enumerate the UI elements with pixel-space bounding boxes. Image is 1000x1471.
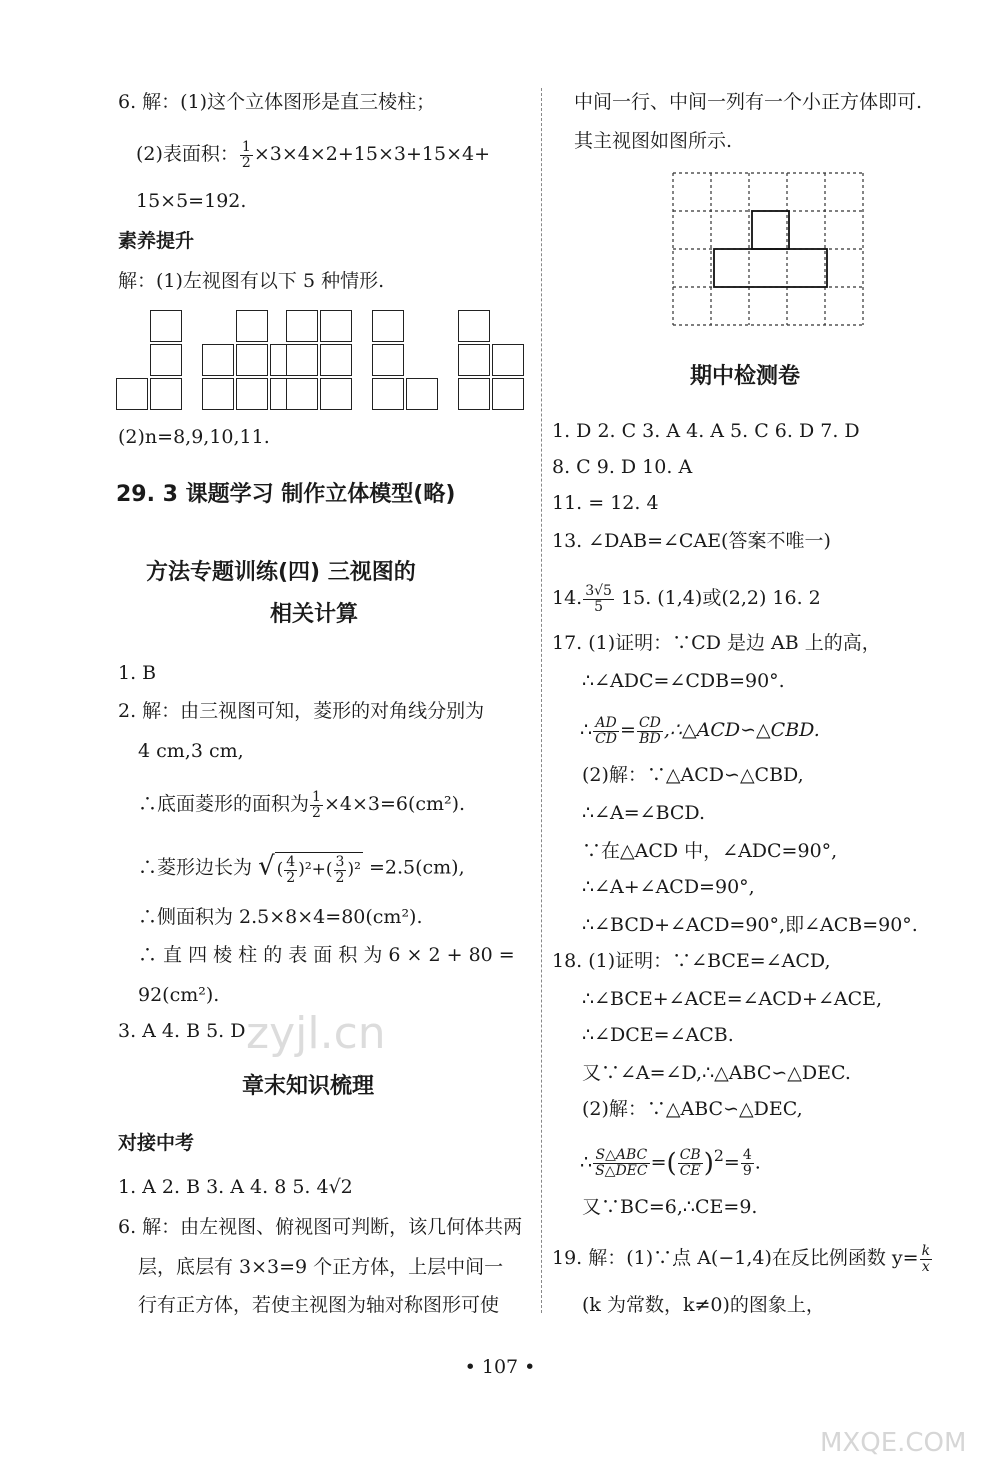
heading-method-1: 方法专题训练(四) 三视图的 bbox=[146, 560, 416, 585]
q18-line-3: ∴∠DCE=∠ACB. bbox=[582, 1024, 734, 1046]
fraction-3sqrt5-5: $\frac{3√5}{5}$ bbox=[585, 583, 612, 615]
q18-line-5: (2)解：∵△ABC∽△DEC, bbox=[582, 1098, 803, 1120]
left-view-figure-5 bbox=[458, 310, 528, 410]
page-number: • 107 • bbox=[464, 1356, 536, 1378]
fraction-half: $\frac{1}{2}$ bbox=[241, 139, 251, 171]
q18-line-4: 又∵∠A=∠D,∴△ABC∽△DEC. bbox=[582, 1062, 851, 1084]
q18-line-1: 18. (1)证明：∵∠BCE=∠ACD, bbox=[552, 950, 831, 972]
left-view-figure-1 bbox=[116, 310, 186, 410]
q17-line-7: ∴∠A+∠ACD=90°, bbox=[582, 876, 755, 898]
answer-13: 13. ∠DAB=∠CAE(答案不唯一) bbox=[552, 530, 831, 552]
suyang-line-2: (2)n=8,9,10,11. bbox=[118, 426, 270, 448]
suyang-line-1: 解：(1)左视图有以下 5 种情形. bbox=[118, 270, 385, 292]
heading-method-2: 相关计算 bbox=[270, 602, 359, 627]
method-q3-5: 3. A 4. B 5. D bbox=[118, 1020, 246, 1042]
method-q2-line-2: 4 cm,3 cm, bbox=[138, 740, 244, 762]
method-q2-line-6: ∴ 直 四 棱 柱 的 表 面 积 为 6 × 2 + 80 = bbox=[138, 944, 515, 966]
q17-line-8: ∴∠BCD+∠ACD=90°,即∠ACB=90°. bbox=[582, 914, 918, 936]
heading-29-3: 29. 3 课题学习 制作立体模型(略) bbox=[116, 482, 456, 507]
q18-line-6: ∴ $\frac{\text{S△ABC}}{\text{S△DEC}}$ =( $\frac{CB}{CE}$ )$^2$= $\frac{4}{9}$ . bbox=[580, 1146, 761, 1179]
continued-line-1: 中间一行、中间一列有一个小正方体即可. bbox=[574, 91, 923, 113]
zhongkao-q6-line-3: 行有正方体，若使主视图为轴对称图形可使 bbox=[138, 1294, 500, 1316]
q19-line-1: 19. 解：(1)∵点 A(−1,4)在反比例函数 y= $\frac{k}{x}$ bbox=[552, 1243, 931, 1275]
method-q2-line-5: ∴侧面积为 2.5×8×4=80(cm²). bbox=[138, 906, 423, 928]
q17-line-4: (2)解：∵△ACD∽△CBD, bbox=[582, 764, 804, 786]
answers-11-12: 11. = 12. 4 bbox=[552, 492, 659, 514]
q17-line-1: 17. (1)证明：∵CD 是边 AB 上的高， bbox=[552, 632, 881, 654]
q18-line-7: 又∵BC=6,∴CE=9. bbox=[582, 1196, 758, 1218]
method-q2-line-1: 2. 解：由三视图可知，菱形的对角线分别为 bbox=[118, 700, 485, 722]
sqrt-expression: √ ( $\frac{4}{2}$ )²+( $\frac{3}{2}$ )² bbox=[258, 851, 361, 886]
zhongkao-q6-line-2: 层，底层有 3×3=9 个正方体，上层中间一 bbox=[138, 1256, 504, 1278]
section-title-suyang: 素养提升 bbox=[118, 230, 195, 252]
q17-line-3: ∴ $\frac{AD}{CD}$ = $\frac{CD}{BD}$ ,∴△ACD∽△CBD. bbox=[580, 715, 820, 747]
heading-summary: 章末知识梳理 bbox=[242, 1074, 375, 1099]
q6-line-2: (2)表面积： $\frac{1}{2}$ ×3×4×2+15×3+15×4+ bbox=[136, 139, 490, 171]
q17-line-2: ∴∠ADC=∠CDB=90°. bbox=[582, 670, 785, 692]
answers-14-16: 14. $\frac{3√5}{5}$ 15. (1,4)或(2,2) 16. 2 bbox=[552, 583, 821, 615]
front-view-diagram bbox=[672, 172, 864, 326]
answers-8-10: 8. C 9. D 10. A bbox=[552, 456, 693, 478]
q19-line-2: (k 为常数，k≠0)的图象上， bbox=[582, 1294, 825, 1316]
column-divider bbox=[541, 88, 542, 1313]
method-q2-line-3: ∴底面菱形的面积为 $\frac{1}{2}$ ×4×3=6(cm²). bbox=[138, 789, 466, 821]
method-q2-line-7: 92(cm²). bbox=[138, 984, 220, 1006]
section-title-zhongkao: 对接中考 bbox=[118, 1132, 195, 1154]
method-q1: 1. B bbox=[118, 662, 157, 684]
zhongkao-q6-line-1: 6. 解：由左视图、俯视图可判断，该几何体共两 bbox=[118, 1216, 523, 1238]
answers-1-7: 1. D 2. C 3. A 4. A 5. C 6. D 7. D bbox=[552, 420, 860, 442]
fraction-half: $\frac{1}{2}$ bbox=[312, 789, 321, 821]
zhongkao-q1-5: 1. A 2. B 3. A 4. 8 5. 4√2 bbox=[118, 1176, 353, 1198]
continued-line-2: 其主视图如图所示. bbox=[574, 130, 733, 152]
left-view-figure-3 bbox=[286, 310, 356, 410]
left-view-figure-4 bbox=[372, 310, 442, 410]
heading-midterm: 期中检测卷 bbox=[690, 364, 801, 389]
watermark-mxqe: MXQE.COM bbox=[820, 1428, 967, 1458]
method-q2-line-4: ∴菱形边长为 √ ( $\frac{4}{2}$ )²+( $\frac{3}{2}$ )² =2.5(cm), bbox=[138, 851, 465, 886]
q18-line-2: ∴∠BCE+∠ACE=∠ACD+∠ACE, bbox=[582, 988, 883, 1010]
q17-line-5: ∴∠A=∠BCD. bbox=[582, 802, 706, 824]
q17-line-6: ∵在△ACD 中，∠ADC=90°, bbox=[582, 840, 838, 862]
q6-line-3: 15×5=192. bbox=[136, 190, 247, 212]
q6-line-1: 6. 解：(1)这个立体图形是直三棱柱； bbox=[118, 91, 436, 113]
watermark-zyjl: zyjl.cn bbox=[246, 1008, 386, 1059]
